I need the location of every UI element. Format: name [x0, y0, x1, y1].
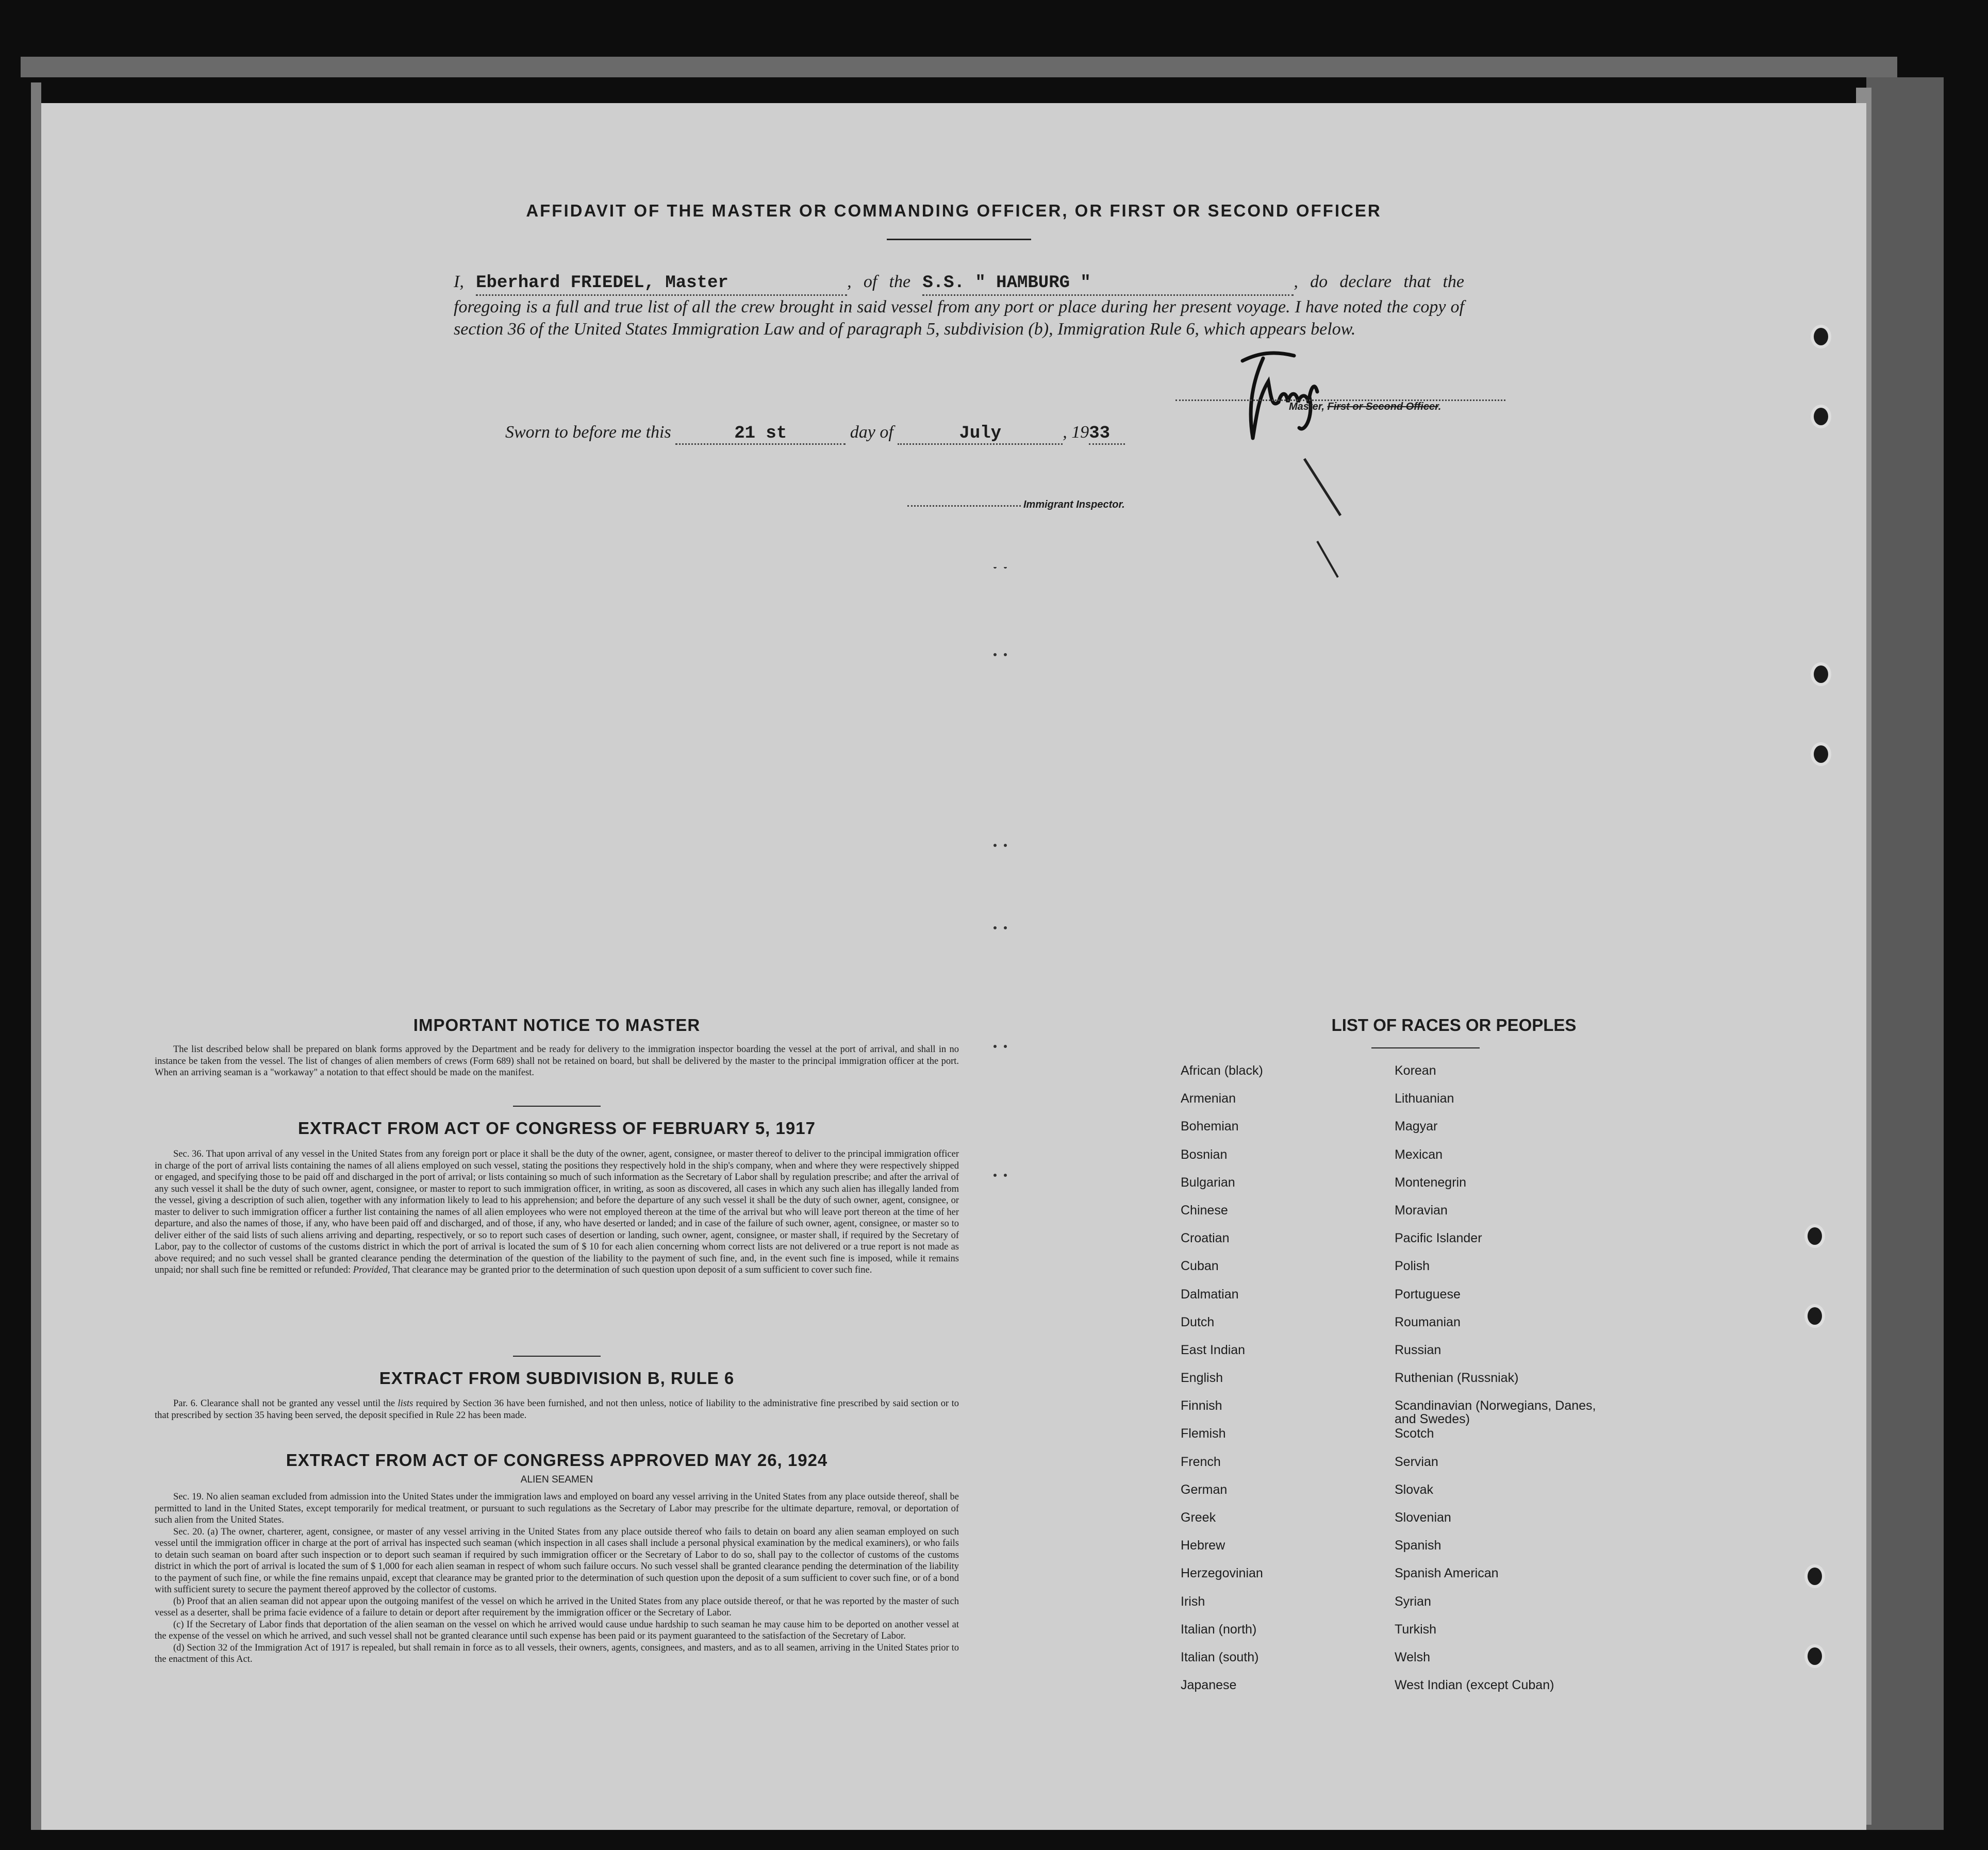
- race-item: Portuguese: [1395, 1287, 1461, 1302]
- affidavit-title: AFFIDAVIT OF THE MASTER OR COMMANDING OFFICER, OR FIRST OR SECOND OFFICER: [526, 201, 1382, 220]
- extract-1924-title: EXTRACT FROM ACT OF CONGRESS APPROVED MAY 26, 1924: [286, 1451, 828, 1470]
- races-column-1: [1181, 1064, 1377, 1706]
- sec36-paragraph: [155, 1148, 959, 1276]
- master-name: Eberhard FRIEDEL, Master: [476, 272, 847, 296]
- race-item: Polish: [1395, 1259, 1430, 1274]
- race-item: Bosnian: [1181, 1147, 1228, 1162]
- declare-text: , do declare: [1294, 272, 1392, 291]
- binder-hole: [1811, 662, 1831, 686]
- races-title: LIST OF RACES OR PEOPLES: [1331, 1015, 1577, 1035]
- vessel-name: S.S. " HAMBURG ": [922, 272, 1294, 296]
- race-item: African (black): [1181, 1063, 1263, 1078]
- race-item: Greek: [1181, 1510, 1216, 1525]
- master-label: Master,: [1289, 401, 1324, 412]
- race-item: Pacific Islander: [1395, 1231, 1482, 1246]
- sworn-year: 33: [1089, 424, 1125, 445]
- race-item: East Indian: [1181, 1342, 1246, 1357]
- master-signature: [1227, 351, 1351, 588]
- signer-label: Master, First or Second Officer.: [1289, 401, 1442, 412]
- race-item: Dutch: [1181, 1314, 1215, 1329]
- notice-divider: [513, 1106, 601, 1107]
- extract-1917-divider: [513, 1356, 601, 1357]
- binder-hole: [1811, 325, 1831, 348]
- extract-1917-text: [155, 1148, 959, 1276]
- race-item: Armenian: [1181, 1091, 1236, 1106]
- extract-1917-title: EXTRACT FROM ACT OF CONGRESS OF FEBRUARY 5, 1917: [298, 1119, 816, 1138]
- binder-hole: [1811, 742, 1831, 766]
- year-prefix: , 19: [1063, 423, 1089, 442]
- sec20a-paragraph: Sec. 20. (a) The owner, charterer, agent, consignee, or master of any vessel arriving in the United States from any place outside thereof who fails to detain on board any alien seaman employed on such vessel until the immigration officer in charge at the port of arrival has inspected such seaman (which inspection in all cases shall include a personal physical examination by the medical examiners), or who fails to detain such seaman on board after such inspection or to deport such seaman if required by such immigration officer or the Secretary of Labor to do so, shall pay to the collector of customs of the customs district in which the port of arrival is located the sum of $ 1,000 for each alien seaman in respect of whom such failure occurs. No such vessel shall be granted clearance pending the determination of the liability to the payment of such fine, or while the fine remains unpaid, except that clearance may be granted prior to the determination of such question upon the deposit of a sum sufficient to cover such fine, or of a bond with sufficient surety to secure the payment thereof approved by the collector of customs.: [155, 1526, 959, 1595]
- race-item: Bulgarian: [1181, 1175, 1235, 1190]
- alien-seamen-subtitle: ALIEN SEAMEN: [520, 1474, 593, 1485]
- race-item: Flemish: [1181, 1426, 1226, 1441]
- race-item: Chinese: [1181, 1203, 1228, 1218]
- race-item: Scotch: [1395, 1426, 1434, 1441]
- rule6-text-b: required by Section 36 have been furnished, and not then unless, notice of liability to the administrative fine prescribed by said section or to that prescribed by section 35 having been served, the deposit specified in Rule 22 has been made.: [155, 1398, 959, 1421]
- race-item: Japanese: [1181, 1678, 1237, 1693]
- sworn-line: [505, 423, 1125, 445]
- extract-rule6-title: EXTRACT FROM SUBDIVISION B, RULE 6: [379, 1369, 735, 1388]
- binder-hole: [1804, 1304, 1825, 1328]
- sworn-prefix: Sworn to before me this: [505, 423, 671, 442]
- struck-officer-label: First or Second Officer: [1327, 401, 1438, 412]
- race-item: Turkish: [1395, 1622, 1437, 1637]
- race-item: Magyar: [1395, 1119, 1438, 1134]
- race-item: Dalmatian: [1181, 1287, 1239, 1302]
- race-item: Herzegovinian: [1181, 1566, 1263, 1581]
- race-item: Welsh: [1395, 1649, 1431, 1664]
- rule6-paragraph: [155, 1398, 959, 1421]
- race-item: Hebrew: [1181, 1538, 1225, 1553]
- races-column-2: [1395, 1064, 1616, 1706]
- sec20d-paragraph: (d) Section 32 of the Immigration Act of 1917 is repealed, but shall remain in force as to all vessels, their owners, agents, consignees, and masters, and as to all seamen, arriving in the United States prior to the enactment of this Act.: [155, 1642, 959, 1664]
- binder-hole: [1804, 1224, 1825, 1248]
- race-item: English: [1181, 1371, 1223, 1386]
- race-item: Russian: [1395, 1342, 1442, 1357]
- inspector-label: Immigrant Inspector.: [1023, 499, 1125, 510]
- race-item: West Indian (except Cuban): [1395, 1678, 1554, 1693]
- race-item: Irish: [1181, 1594, 1205, 1609]
- races-divider: [1371, 1047, 1480, 1048]
- race-item: Scandinavian (Norwegians, Danes, and Swedes): [1395, 1398, 1596, 1427]
- show-through-marks: [969, 567, 1175, 1340]
- race-item: Italian (south): [1181, 1649, 1259, 1664]
- race-item: Spanish American: [1395, 1566, 1499, 1581]
- race-item: Syrian: [1395, 1594, 1431, 1609]
- race-item: Italian (north): [1181, 1622, 1257, 1637]
- race-item: Moravian: [1395, 1203, 1448, 1218]
- notice-text: [155, 1044, 959, 1079]
- race-item: Ruthenian (Russniak): [1395, 1371, 1519, 1386]
- affidavit-declaration: [454, 271, 1464, 340]
- rule6-lists: lists: [397, 1398, 413, 1409]
- race-item: Spanish: [1395, 1538, 1442, 1553]
- race-item: Slovenian: [1395, 1510, 1451, 1525]
- declaration-body: that the foregoing is a full and true list of all the crew brought in said vessel from any port or place during her present voyage. I have noted the copy of section 36 of the United States Immigration Law and of paragraph 5, subdivision (b), Immigration Rule 6, which appears below.: [454, 272, 1465, 339]
- day-of-text: day of: [850, 423, 893, 442]
- proviso-text: That clearance may be granted prior to the determination of such question upon deposit of a sum sufficient to cover such fine.: [392, 1265, 872, 1275]
- race-item: Servian: [1395, 1454, 1438, 1469]
- rule6-text-a: Par. 6. Clearance shall not be granted any vessel until the: [173, 1398, 395, 1409]
- sec36-text: Sec. 36. That upon arrival of any vessel in the United States from any foreign port or place it shall be the duty of the owner, agent, consignee, or master thereof to deliver to the principal immigration officer in charge of the port of arrival lists containing the names of all aliens employed on such vessel, stating the positions they respectively hold in the ship's company, when and where they were respectively shipped or engaged, and specifying those to be paid off and discharged in the port of arrival; or lists containing so much of such information as the Secretary of Labor shall by regulation prescribe; and after the arrival of any such vessel it shall be the duty of such owner, agent, consignee, or master to report to such immigration officer, in writing, as soon as discovered, all cases in which any such alien has illegally landed from the vessel, giving a description of such alien, together with any information likely to lead to his apprehension; and before the departure of any such vessel it shall be the duty of such owner, agent, consignee, or master to deliver to such immigration officer a further list containing the names of all alien employees who were not employed thereon at the time of the arrival but who will leave port thereon at the time of her departure, and also the names of those, if any, who have been paid off and discharged, and of those, if any, who have deserted or landed; and in case of the failure of such owner, agent, consignee, or master so to deliver either of the said lists of such aliens arriving and departing, respectively, or so to report such cases of desertion or landing, such owner, agent, consignee, or master shall, if required by the Secretary of Labor, pay to the collector of customs of the customs district in which the port of arrival is located the sum of $ 10 for each alien concerning whom correct lists are not delivered or a true report is not made as above required; and no such vessel shall be granted clearance pending the determination of the question of the liability to the payment of such fine, and, in the event such fine is imposed, while it remains unpaid; nor shall such fine be remitted or refunded:: [155, 1149, 959, 1275]
- race-item: Roumanian: [1395, 1314, 1461, 1329]
- of-the-text: , of the: [847, 272, 911, 291]
- proviso-label: Provided,: [353, 1265, 390, 1275]
- inspector-signature-line: [907, 505, 1021, 507]
- race-item: Mexican: [1395, 1147, 1443, 1162]
- extract-rule6-text: [155, 1398, 959, 1421]
- race-item: Slovak: [1395, 1482, 1434, 1497]
- race-item: German: [1181, 1482, 1228, 1497]
- notice-paragraph: The list described below shall be prepared on blank forms approved by the Department and be ready for delivery to the immigration inspector boarding the vessel at the port of arrival, and shall in no instance be taken from the vessel. The list of changes of alien members of crews (Form 689) shall not be retained on board, but shall be delivered by the master to the principal immigration officer at the port. When an arriving seaman is a "workaway" a notation to that effect should be made on the manifest.: [155, 1044, 959, 1078]
- title-divider: [887, 239, 1031, 240]
- sworn-month: July: [898, 424, 1063, 445]
- race-item: Lithuanian: [1395, 1091, 1454, 1106]
- race-item: French: [1181, 1454, 1221, 1469]
- binder-hole: [1811, 405, 1831, 428]
- race-item: Korean: [1395, 1063, 1436, 1078]
- race-item: Finnish: [1181, 1398, 1222, 1413]
- affidavit-page: [41, 103, 1866, 1830]
- notice-title: IMPORTANT NOTICE TO MASTER: [413, 1015, 701, 1035]
- sworn-day: 21 st: [675, 424, 846, 445]
- race-item: Cuban: [1181, 1259, 1219, 1274]
- sec19-paragraph: Sec. 19. No alien seaman excluded from admission into the United States under the immigration laws and employed on board any vessel arriving in the United States from any place outside thereof, shall be permitted to land in the United States, except temporarily for medical treatment, or pursuant to such regulations as the Secretary of Labor may prescribe for the ultimate departure, removal, or deportation of such alien from the United States.: [155, 1492, 959, 1525]
- sec20b-paragraph: (b) Proof that an alien seaman did not appear upon the outgoing manifest of the vessel on which he arrived in the United States from any place outside thereof, or that he was reported by the master of such vessel as a deserter, shall be prima facie evidence of a failure to detain or deport after requirement by the immigration officer or the Secretary of Labor.: [155, 1596, 959, 1618]
- declaration-intro: I,: [454, 272, 464, 291]
- race-item: Bohemian: [1181, 1119, 1239, 1134]
- race-item: Croatian: [1181, 1231, 1230, 1246]
- extract-1924-text: [155, 1491, 959, 1665]
- race-item: Montenegrin: [1395, 1175, 1466, 1190]
- sec20c-paragraph: (c) If the Secretary of Labor finds that deportation of the alien seaman on the vessel on which he arrived would cause undue hardship to such seaman he may cause him to be deported on another vessel at the expense of the vessel on which he arrived, and such vessel shall not be granted clearance until such expense has been paid or its payment guaranteed to the satisfaction of the Secretary of Labor.: [155, 1619, 959, 1641]
- binder-hole: [1804, 1564, 1825, 1588]
- binder-hole: [1804, 1644, 1825, 1668]
